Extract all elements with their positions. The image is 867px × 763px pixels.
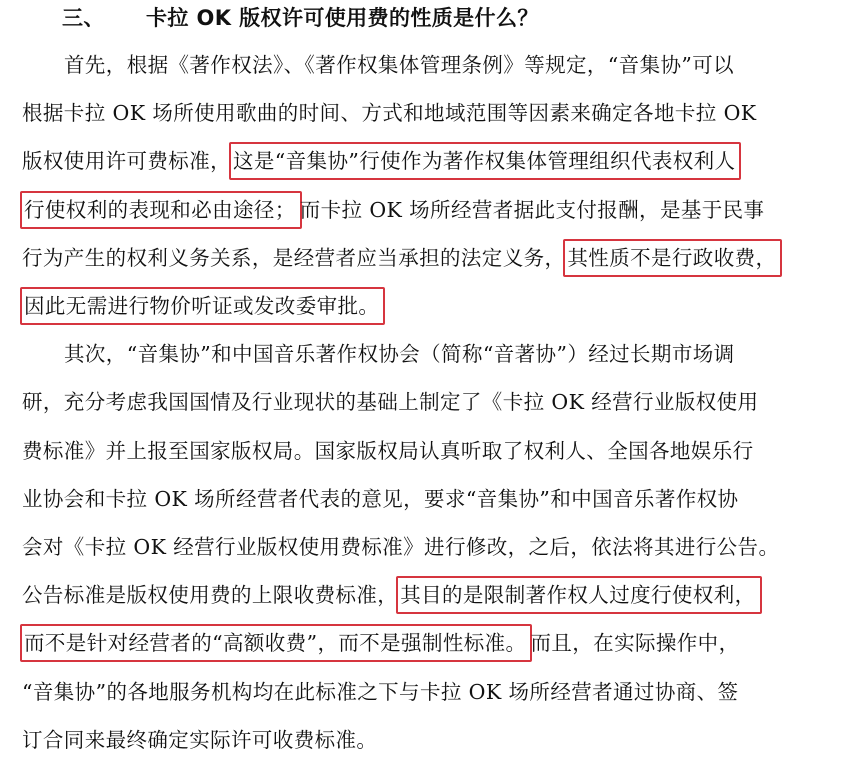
text-segment: 而且，在实际操作中， (530, 631, 740, 656)
section-title: 卡拉 OK 版权许可使用费的性质是什么？ (146, 6, 539, 30)
text-segment: 会对《卡拉 OK 经营行业版权使用费标准》进行修改，之后，依法将其进行公告。 (22, 535, 780, 559)
text-line (22, 572, 760, 618)
section-number: 三、 (62, 6, 105, 30)
text-line (64, 331, 735, 377)
text-line (22, 283, 383, 329)
text-line (22, 476, 738, 522)
text-segment: 版权使用许可费标准， (22, 149, 231, 174)
text-segment: 根据卡拉 OK 场所使用歌曲的时间、方式和地域范围等因素来确定各地卡拉 OK (22, 101, 757, 126)
text-segment: 业协会和卡拉 OK 场所经营者代表的意见，要求“音集协”和中国音乐著作权协 (22, 486, 739, 511)
text-segment: “音集协”的各地服务机构均在此标准之下与卡拉 OK 场所经营者通过协商、签 (22, 679, 739, 704)
text-line (64, 42, 734, 88)
text-segment: 行为产生的权利义务关系，是经营者应当承担的法定义务， (22, 245, 566, 270)
text-segment: 公告标准是版权使用费的上限收费标准， (22, 583, 399, 608)
highlighted-phrase: 其目的是限制著作权人过度行使权利， (396, 576, 761, 614)
text-segment: 研，充分考虑我国国情及行业现状的基础上制定了《卡拉 OK 经营行业版权使用 (22, 390, 759, 415)
highlighted-phrase: 这是“音集协”行使作为著作权集体管理组织代表权利人 (229, 142, 741, 180)
text-line (22, 524, 779, 570)
highlighted-phrase: 因此无需进行物价听证或发改委审批。 (20, 287, 385, 325)
text-line (22, 187, 764, 233)
text-line (22, 717, 377, 763)
highlighted-phrase: 其性质不是行政收费， (563, 239, 782, 277)
text-segment: 而卡拉 OK 场所经营者据此支付报酬，是基于民事 (299, 197, 765, 222)
text-line (22, 138, 739, 184)
text-segment: 首先，根据《著作权法》、《著作权集体管理条例》等规定，“音集协”可以 (64, 53, 735, 77)
section-heading (62, 0, 539, 41)
text-segment: 订合同来最终确定实际许可收费标准。 (22, 727, 378, 752)
text-segment: 其次，“音集协”和中国音乐著作权协会（简称“音著协”）经过长期市场调 (64, 342, 735, 367)
text-segment: 费标准》并上报至国家版权局。国家版权局认真听取了权利人、全国各地娱乐行 (22, 438, 754, 463)
text-line (22, 235, 780, 281)
highlighted-phrase: 而不是针对经营者的“高额收费”，而不是强制性标准。 (20, 624, 532, 662)
text-line (22, 379, 758, 425)
text-line (22, 428, 754, 474)
highlighted-phrase: 行使权利的表现和必由途径； (20, 191, 302, 229)
text-line (22, 90, 757, 136)
text-line (22, 620, 739, 666)
text-line (22, 669, 738, 715)
